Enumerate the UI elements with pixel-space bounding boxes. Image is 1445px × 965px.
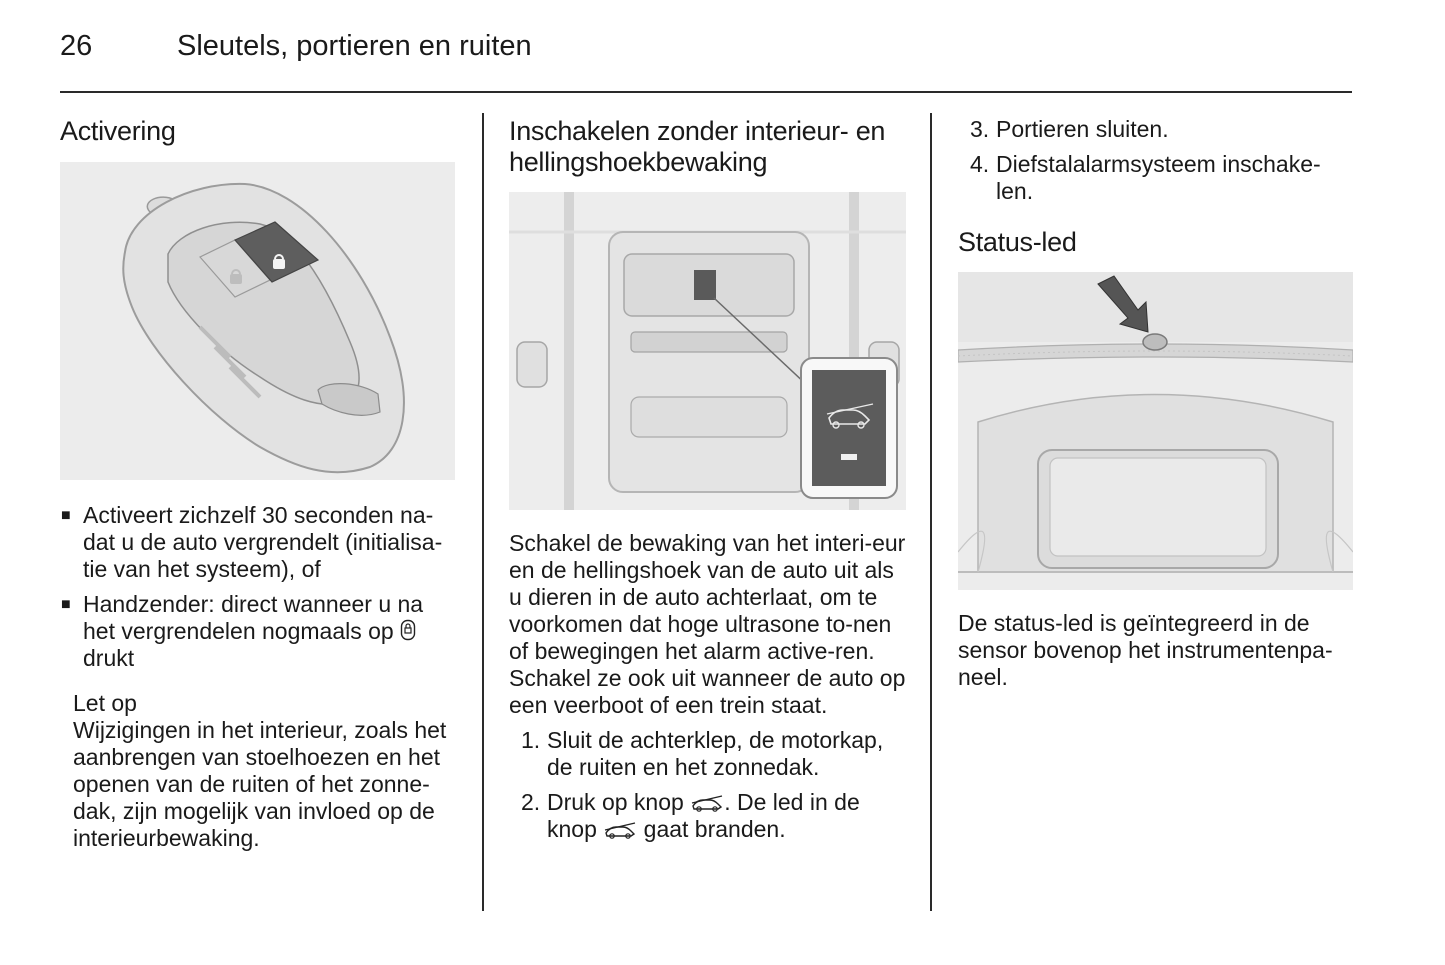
heading-status-led: Status-led	[958, 227, 1077, 257]
figure-overhead-console	[509, 192, 906, 510]
note-text: Wijzigingen in het interieur, zoals het aanbrengen van stoelhoezen en het openen van de ruiten of het zonne-dak, zijn mogelijk van invloed op de interieurbewaking.	[73, 717, 447, 851]
bullet-square-icon: ■	[61, 596, 71, 613]
overhead-console-illustration	[509, 192, 906, 510]
step-4: 4. Diefstalalarmsysteem inschake-len.	[970, 151, 1321, 204]
paragraph-status-led: De status-led is geïntegreerd in de sensor bovenop het instrumentenpa-neel.	[958, 610, 1333, 690]
heading-inschakelen: Inschakelen zonder interieur- en hellingshoekbewaking	[509, 116, 886, 177]
note-title: Let op	[73, 690, 137, 716]
bullet-square-icon: ■	[61, 507, 71, 524]
bullet-item-2: ■ Handzender: direct wanneer u na het vergrendelen nogmaals op drukt	[61, 591, 424, 671]
step-1: 1. Sluit de achterklep, de motorkap, de ruiten en het zonnedak.	[521, 727, 884, 780]
key-fob-illustration	[60, 162, 455, 480]
column-inschakelen	[509, 110, 906, 851]
status-led-sensor	[1143, 334, 1167, 350]
dashboard-illustration	[958, 272, 1353, 590]
heading-activering: Activering	[60, 116, 176, 146]
lock-icon	[400, 619, 416, 641]
step-2: 2. Druk op knop . De led in de knop gaat branden.	[521, 789, 860, 842]
header-rule	[60, 91, 1352, 93]
figure-key-fob	[60, 162, 455, 480]
paragraph-inschakelen: Schakel de bewaking van het interi-eur en de hellingshoek van de auto uit als u dieren in de auto achterlaat, om te voorkomen dat hoge ultrasone to-nen of bewegingen het alarm active-ren. Schakel ze ook uit wanneer de auto op een veerboot of een trein staat.	[509, 530, 906, 718]
column-activering	[60, 110, 455, 852]
bullet-item-1: ■ Activeert zichzelf 30 seconden na-dat u de auto vergrendelt (initialisa-tie van het systeem), of	[61, 502, 443, 582]
step-3: 3. Portieren sluiten.	[970, 116, 1169, 142]
chapter-title: Sleutels, portieren en ruiten	[177, 30, 532, 62]
column-status-led	[958, 110, 1353, 691]
note-box	[60, 690, 455, 852]
page-number: 26	[60, 30, 93, 62]
car-tilt-icon	[603, 821, 637, 839]
figure-dashboard-led	[958, 272, 1353, 590]
column-divider-2	[930, 113, 932, 911]
car-tilt-icon	[690, 794, 724, 812]
column-divider-1	[482, 113, 484, 911]
